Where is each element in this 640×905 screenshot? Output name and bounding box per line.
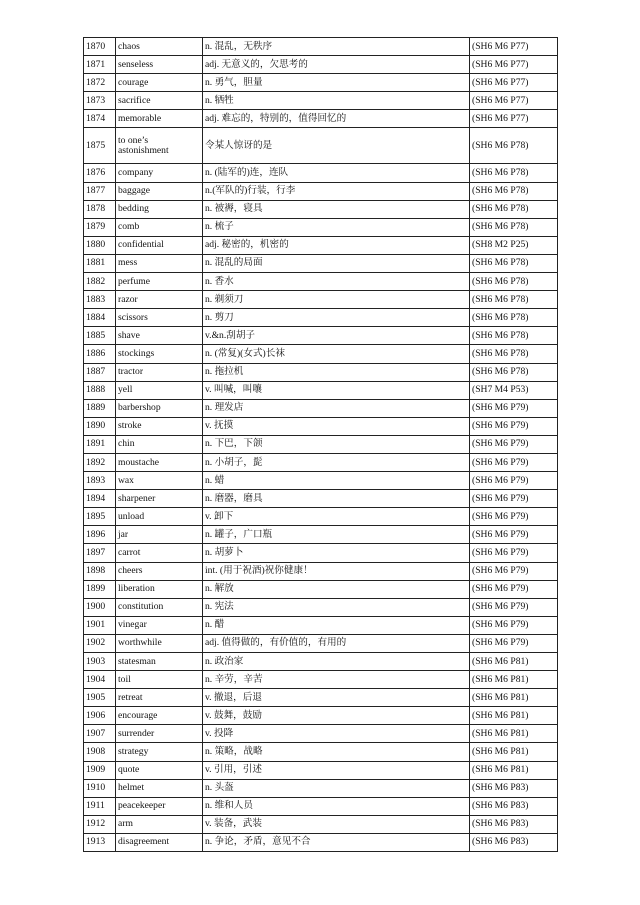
entry-word: barbershop — [116, 399, 203, 417]
entry-word: chin — [116, 435, 203, 453]
table-row — [84, 761, 558, 779]
table-row — [84, 743, 558, 761]
entry-definition: n. 辛劳，辛苦 — [203, 671, 470, 689]
entry-definition: n. 罐子，广口瓶 — [203, 526, 470, 544]
entry-definition: n. 梳子 — [203, 218, 470, 236]
entry-source: (SH6 M6 P79) — [470, 399, 558, 417]
entry-number: 1899 — [84, 580, 116, 598]
table-row — [84, 74, 558, 92]
table-row — [84, 689, 558, 707]
entry-number: 1913 — [84, 833, 116, 851]
entry-source: (SH6 M6 P78) — [470, 218, 558, 236]
table-row — [84, 833, 558, 851]
table-row — [84, 725, 558, 743]
entry-source: (SH6 M6 P78) — [470, 200, 558, 218]
table-row — [84, 562, 558, 580]
table-row — [84, 508, 558, 526]
entry-number: 1882 — [84, 273, 116, 291]
entry-source: (SH6 M6 P78) — [470, 327, 558, 345]
entry-number: 1879 — [84, 218, 116, 236]
entry-definition: adj. 无意义的，欠思考的 — [203, 56, 470, 74]
entry-definition: v. 投降 — [203, 725, 470, 743]
entry-number: 1900 — [84, 598, 116, 616]
entry-definition: n.(军队的)行装，行李 — [203, 182, 470, 200]
entry-word: baggage — [116, 182, 203, 200]
entry-number: 1870 — [84, 38, 116, 56]
entry-number: 1881 — [84, 254, 116, 272]
entry-number: 1910 — [84, 779, 116, 797]
entry-source: (SH6 M6 P79) — [470, 472, 558, 490]
table-row — [84, 399, 558, 417]
entry-number: 1896 — [84, 526, 116, 544]
entry-number: 1874 — [84, 110, 116, 128]
table-row — [84, 472, 558, 490]
entry-definition: n. 小胡子，髭 — [203, 453, 470, 471]
table-row — [84, 182, 558, 200]
entry-word: quote — [116, 761, 203, 779]
entry-word: yell — [116, 381, 203, 399]
entry-source: (SH6 M6 P77) — [470, 74, 558, 92]
entry-definition: v.&n.刮胡子 — [203, 327, 470, 345]
entry-word: memorable — [116, 110, 203, 128]
entry-word: worthwhile — [116, 634, 203, 652]
table-row — [84, 671, 558, 689]
table-row — [84, 309, 558, 327]
entry-source: (SH6 M6 P79) — [470, 616, 558, 634]
entry-source: (SH6 M6 P79) — [470, 580, 558, 598]
entry-definition: v. 装备，武装 — [203, 815, 470, 833]
entry-definition: v. 卸下 — [203, 508, 470, 526]
entry-word: peacekeeper — [116, 797, 203, 815]
entry-number: 1889 — [84, 399, 116, 417]
entry-word: company — [116, 164, 203, 182]
entry-definition: n. 胡萝卜 — [203, 544, 470, 562]
entry-number: 1894 — [84, 490, 116, 508]
entry-source: (SH6 M6 P79) — [470, 526, 558, 544]
entry-word: chaos — [116, 38, 203, 56]
vocabulary-table-body — [84, 38, 558, 852]
entry-number: 1906 — [84, 707, 116, 725]
entry-source: (SH6 M6 P79) — [470, 598, 558, 616]
entry-source: (SH6 M6 P78) — [470, 128, 558, 164]
table-row — [84, 797, 558, 815]
entry-word: comb — [116, 218, 203, 236]
table-row — [84, 345, 558, 363]
entry-number: 1904 — [84, 671, 116, 689]
entry-definition: n. 被褥，寝具 — [203, 200, 470, 218]
entry-source: (SH6 M6 P77) — [470, 38, 558, 56]
table-row — [84, 56, 558, 74]
entry-word: helmet — [116, 779, 203, 797]
entry-word: surrender — [116, 725, 203, 743]
table-row — [84, 273, 558, 291]
entry-word: courage — [116, 74, 203, 92]
entry-number: 1873 — [84, 92, 116, 110]
entry-word: carrot — [116, 544, 203, 562]
entry-word: strategy — [116, 743, 203, 761]
entry-definition: 令某人惊讶的是 — [203, 128, 470, 164]
entry-source: (SH6 M6 P81) — [470, 689, 558, 707]
entry-source: (SH6 M6 P78) — [470, 182, 558, 200]
entry-number: 1886 — [84, 345, 116, 363]
entry-word: encourage — [116, 707, 203, 725]
table-row — [84, 417, 558, 435]
entry-word: unload — [116, 508, 203, 526]
entry-number: 1908 — [84, 743, 116, 761]
entry-source: (SH6 M6 P79) — [470, 417, 558, 435]
entry-definition: n. 争论，矛盾，意见不合 — [203, 833, 470, 851]
entry-word: statesman — [116, 653, 203, 671]
entry-word: toil — [116, 671, 203, 689]
entry-source: (SH6 M6 P77) — [470, 110, 558, 128]
entry-definition: n. 拖拉机 — [203, 363, 470, 381]
entry-definition: adj. 秘密的，机密的 — [203, 236, 470, 254]
entry-definition: adj. 值得做的，有价值的，有用的 — [203, 634, 470, 652]
entry-definition: v. 引用，引述 — [203, 761, 470, 779]
entry-source: (SH8 M2 P25) — [470, 236, 558, 254]
entry-word: vinegar — [116, 616, 203, 634]
entry-word: arm — [116, 815, 203, 833]
entry-source: (SH6 M6 P83) — [470, 779, 558, 797]
table-row — [84, 236, 558, 254]
entry-source: (SH6 M6 P78) — [470, 164, 558, 182]
entry-source: (SH6 M6 P81) — [470, 743, 558, 761]
entry-source: (SH6 M6 P77) — [470, 56, 558, 74]
table-row — [84, 128, 558, 164]
entry-source: (SH6 M6 P79) — [470, 544, 558, 562]
entry-definition: n. 香水 — [203, 273, 470, 291]
entry-source: (SH6 M6 P79) — [470, 453, 558, 471]
entry-word: razor — [116, 291, 203, 309]
entry-word: stockings — [116, 345, 203, 363]
entry-source: (SH7 M4 P53) — [470, 381, 558, 399]
entry-number: 1902 — [84, 634, 116, 652]
entry-source: (SH6 M6 P78) — [470, 273, 558, 291]
entry-number: 1893 — [84, 472, 116, 490]
entry-definition: n. 混乱的局面 — [203, 254, 470, 272]
entry-definition: n. 磨器，磨具 — [203, 490, 470, 508]
entry-definition: n. (常复)(女式)长袜 — [203, 345, 470, 363]
table-row — [84, 526, 558, 544]
entry-number: 1895 — [84, 508, 116, 526]
entry-number: 1912 — [84, 815, 116, 833]
entry-number: 1911 — [84, 797, 116, 815]
entry-number: 1890 — [84, 417, 116, 435]
entry-word: jar — [116, 526, 203, 544]
entry-number: 1884 — [84, 309, 116, 327]
table-row — [84, 653, 558, 671]
entry-definition: v. 鼓舞，鼓励 — [203, 707, 470, 725]
entry-source: (SH6 M6 P81) — [470, 725, 558, 743]
entry-number: 1875 — [84, 128, 116, 164]
table-row — [84, 200, 558, 218]
entry-number: 1905 — [84, 689, 116, 707]
entry-word: cheers — [116, 562, 203, 580]
entry-number: 1878 — [84, 200, 116, 218]
entry-number: 1901 — [84, 616, 116, 634]
entry-source: (SH6 M6 P81) — [470, 653, 558, 671]
entry-definition: v. 叫喊，叫嚷 — [203, 381, 470, 399]
entry-definition: n. 维和人员 — [203, 797, 470, 815]
table-row — [84, 254, 558, 272]
entry-number: 1885 — [84, 327, 116, 345]
entry-source: (SH6 M6 P81) — [470, 707, 558, 725]
entry-number: 1880 — [84, 236, 116, 254]
table-row — [84, 598, 558, 616]
table-row — [84, 38, 558, 56]
entry-source: (SH6 M6 P83) — [470, 797, 558, 815]
entry-definition: v. 撤退，后退 — [203, 689, 470, 707]
entry-definition: n. 混乱，无秩序 — [203, 38, 470, 56]
table-row — [84, 453, 558, 471]
entry-word: disagreement — [116, 833, 203, 851]
entry-number: 1891 — [84, 435, 116, 453]
entry-definition: n. 剪刀 — [203, 309, 470, 327]
entry-source: (SH6 M6 P78) — [470, 309, 558, 327]
entry-definition: v. 抚摸 — [203, 417, 470, 435]
entry-definition: n. 醋 — [203, 616, 470, 634]
table-row — [84, 327, 558, 345]
entry-number: 1876 — [84, 164, 116, 182]
entry-source: (SH6 M6 P79) — [470, 435, 558, 453]
table-row — [84, 815, 558, 833]
entry-word: liberation — [116, 580, 203, 598]
entry-word: scissors — [116, 309, 203, 327]
entry-definition: n. 解放 — [203, 580, 470, 598]
entry-number: 1903 — [84, 653, 116, 671]
entry-definition: n. 政治家 — [203, 653, 470, 671]
table-row — [84, 544, 558, 562]
entry-source: (SH6 M6 P78) — [470, 291, 558, 309]
table-row — [84, 779, 558, 797]
entry-word: moustache — [116, 453, 203, 471]
entry-definition: n. 剃须刀 — [203, 291, 470, 309]
entry-word: constitution — [116, 598, 203, 616]
table-row — [84, 218, 558, 236]
entry-source: (SH6 M6 P83) — [470, 833, 558, 851]
entry-number: 1872 — [84, 74, 116, 92]
entry-word: bedding — [116, 200, 203, 218]
entry-number: 1898 — [84, 562, 116, 580]
entry-word: stroke — [116, 417, 203, 435]
entry-word: mess — [116, 254, 203, 272]
table-row — [84, 363, 558, 381]
entry-number: 1892 — [84, 453, 116, 471]
entry-definition: n. (陆军的)连，连队 — [203, 164, 470, 182]
entry-source: (SH6 M6 P79) — [470, 562, 558, 580]
entry-word: tractor — [116, 363, 203, 381]
entry-definition: int. (用于祝酒)祝你健康！ — [203, 562, 470, 580]
entry-source: (SH6 M6 P78) — [470, 345, 558, 363]
entry-word: confidential — [116, 236, 203, 254]
entry-definition: n. 头盔 — [203, 779, 470, 797]
entry-word: perfume — [116, 273, 203, 291]
table-row — [84, 92, 558, 110]
entry-definition: n. 勇气，胆量 — [203, 74, 470, 92]
entry-source: (SH6 M6 P79) — [470, 634, 558, 652]
entry-source: (SH6 M6 P81) — [470, 671, 558, 689]
entry-definition: n. 策略，战略 — [203, 743, 470, 761]
entry-number: 1883 — [84, 291, 116, 309]
table-row — [84, 435, 558, 453]
entry-number: 1871 — [84, 56, 116, 74]
entry-source: (SH6 M6 P78) — [470, 254, 558, 272]
entry-definition: adj. 难忘的，特别的，值得回忆的 — [203, 110, 470, 128]
entry-definition: n. 牺牲 — [203, 92, 470, 110]
table-row — [84, 164, 558, 182]
entry-source: (SH6 M6 P79) — [470, 508, 558, 526]
entry-word: shave — [116, 327, 203, 345]
table-row — [84, 490, 558, 508]
entry-definition: n. 下巴，下颌 — [203, 435, 470, 453]
entry-number: 1888 — [84, 381, 116, 399]
entry-definition: n. 蜡 — [203, 472, 470, 490]
entry-number: 1887 — [84, 363, 116, 381]
entry-word: sharpener — [116, 490, 203, 508]
table-row — [84, 707, 558, 725]
table-row — [84, 110, 558, 128]
entry-word: sacrifice — [116, 92, 203, 110]
table-row — [84, 634, 558, 652]
entry-number: 1909 — [84, 761, 116, 779]
entry-source: (SH6 M6 P78) — [470, 363, 558, 381]
table-row — [84, 291, 558, 309]
entry-word: wax — [116, 472, 203, 490]
table-row — [84, 580, 558, 598]
entry-definition: n. 理发店 — [203, 399, 470, 417]
entry-definition: n. 宪法 — [203, 598, 470, 616]
entry-source: (SH6 M6 P77) — [470, 92, 558, 110]
entry-word: retreat — [116, 689, 203, 707]
entry-source: (SH6 M6 P79) — [470, 490, 558, 508]
entry-word: to one’s astonishment — [116, 128, 203, 164]
table-row — [84, 616, 558, 634]
vocabulary-table — [83, 37, 558, 852]
entry-source: (SH6 M6 P83) — [470, 815, 558, 833]
table-row — [84, 381, 558, 399]
entry-number: 1877 — [84, 182, 116, 200]
entry-source: (SH6 M6 P81) — [470, 761, 558, 779]
entry-number: 1897 — [84, 544, 116, 562]
entry-number: 1907 — [84, 725, 116, 743]
entry-word: senseless — [116, 56, 203, 74]
